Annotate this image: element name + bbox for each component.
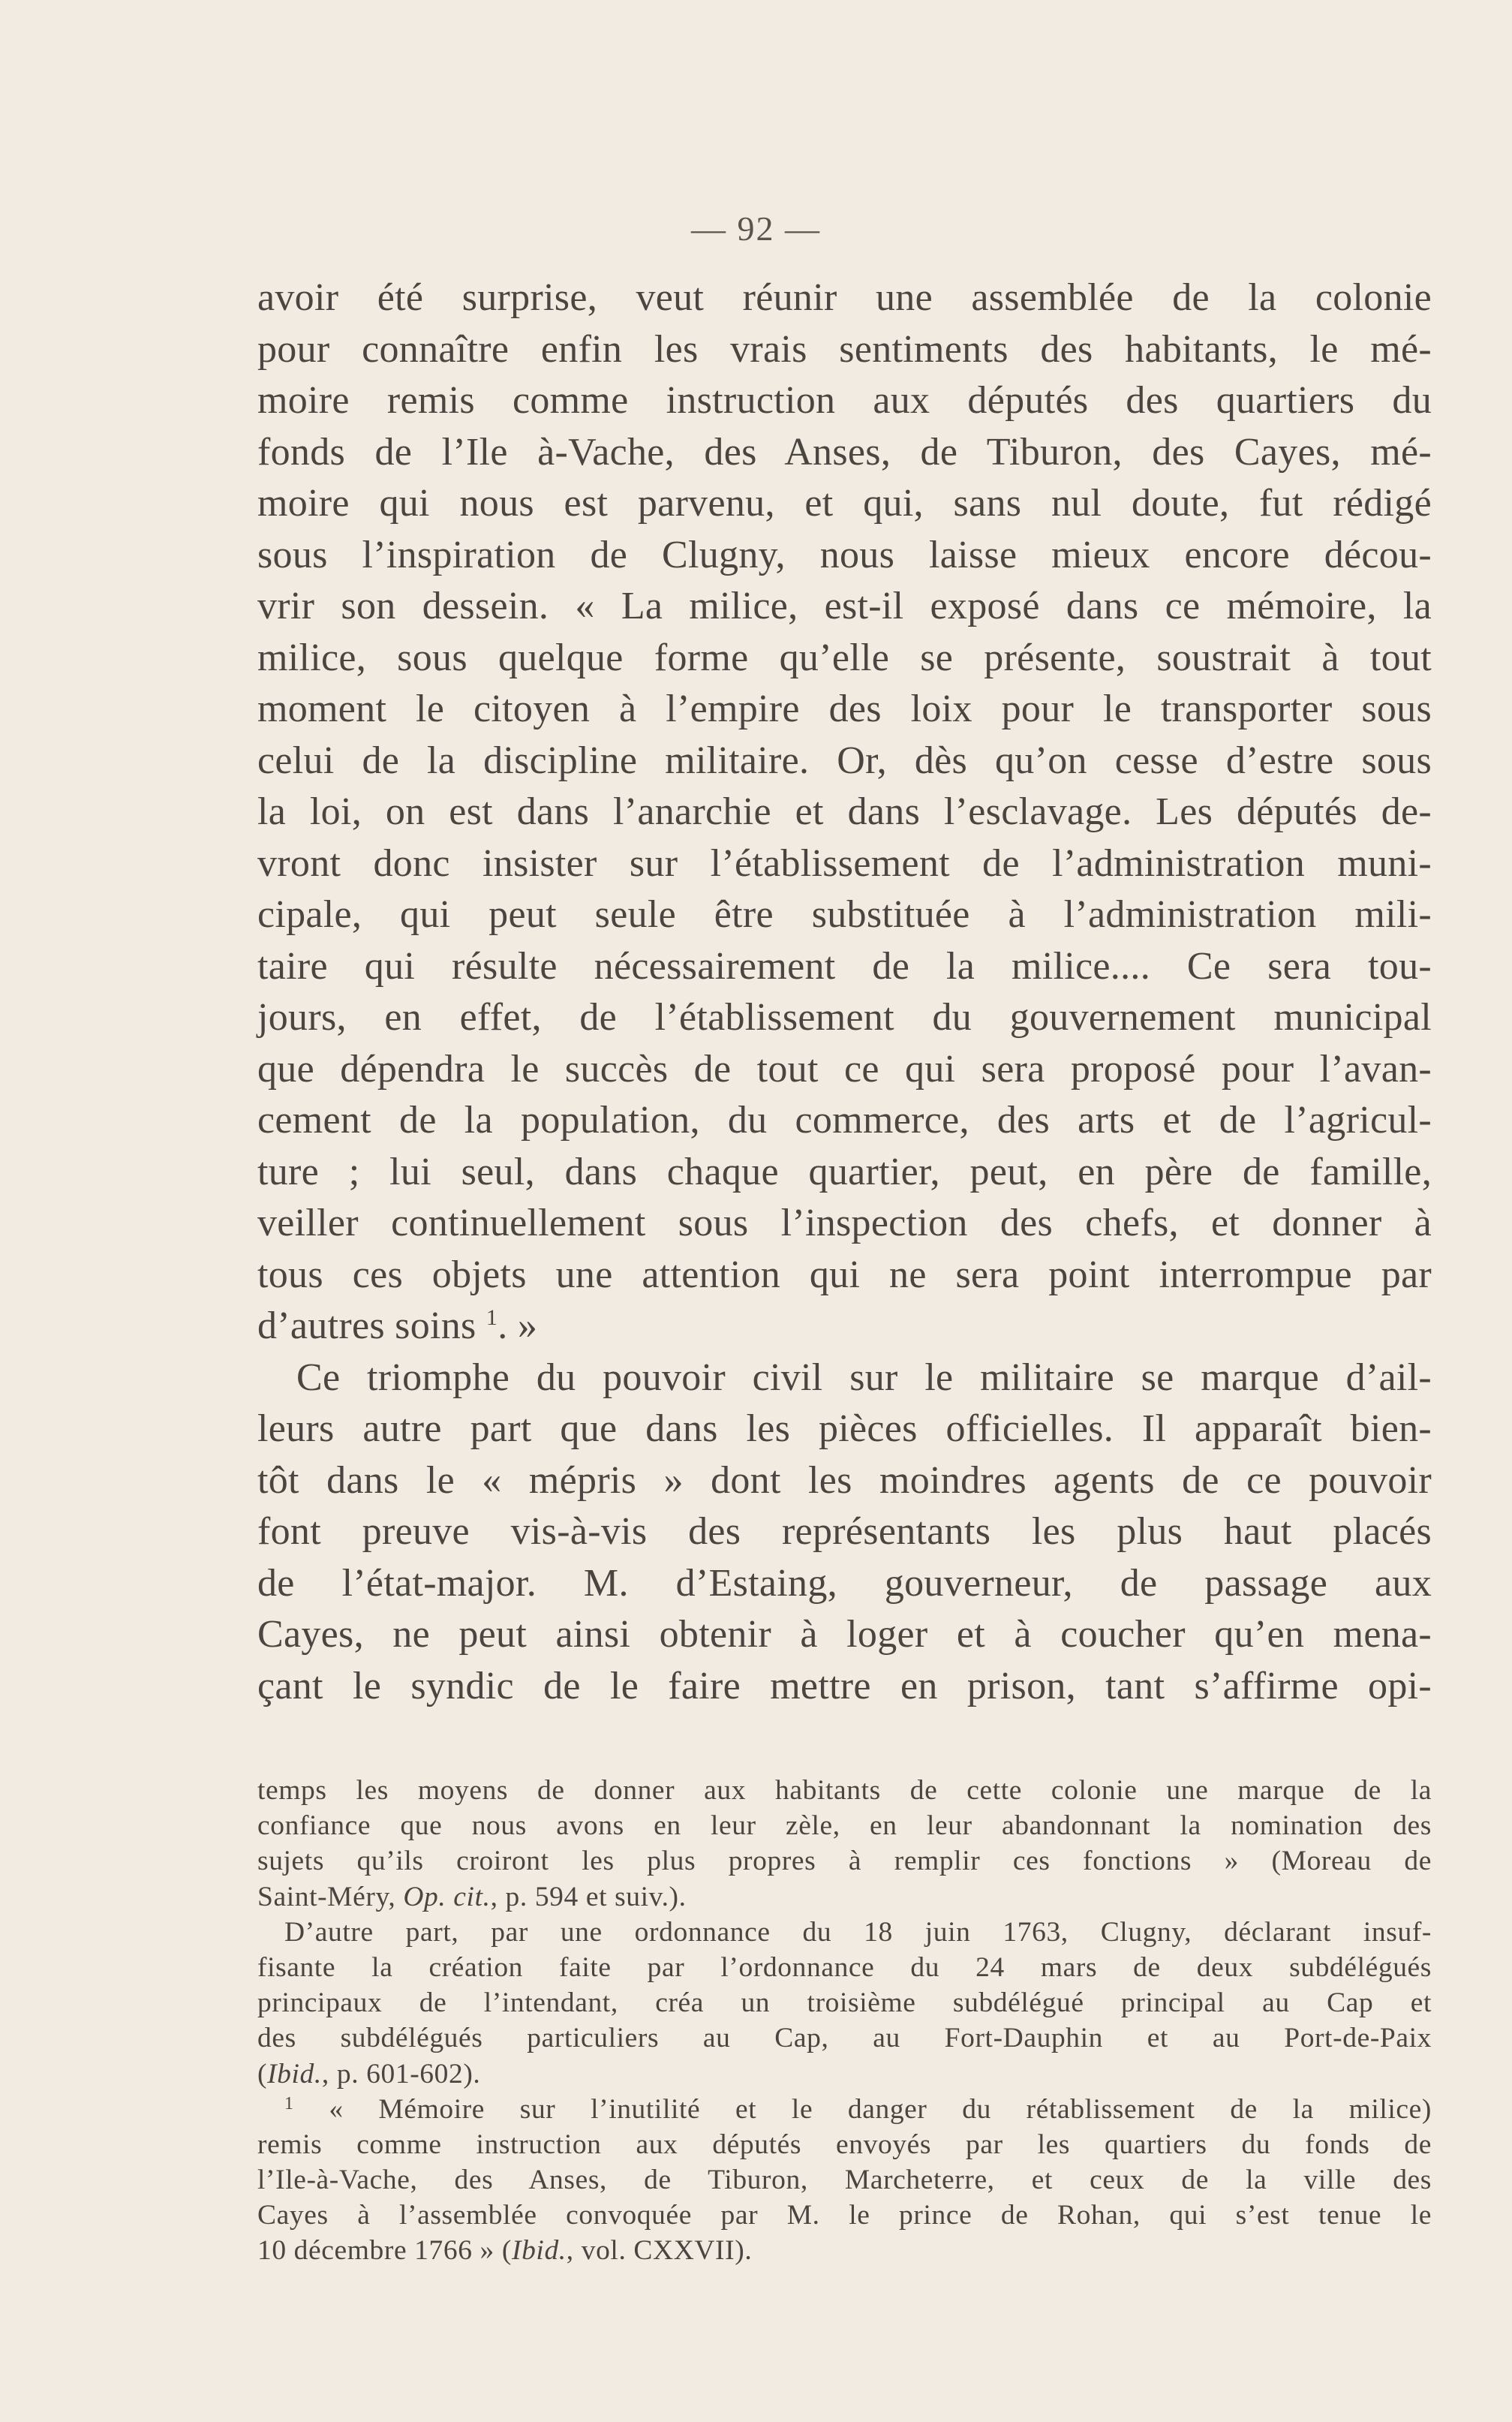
body-line: avoir été surprise, veut réunir une assemblée de la colonie	[257, 276, 1432, 319]
footnote-text: , vol. CXXVII).	[566, 2235, 753, 2267]
citation: Ibid.	[267, 2058, 322, 2090]
body-line: Cayes, ne peut ainsi obtenir à loger et à coucher qu’en mena-	[257, 1613, 1432, 1656]
footnote-line: temps les moyens de donner aux habitants de cette colonie une marque de la	[257, 1775, 1432, 1806]
footnote-text: Saint-Méry,	[257, 1881, 404, 1912]
footnote-marker: 1	[284, 2093, 294, 2114]
body-line: que dépendra le succès de tout ce qui sera proposé pour l’avan-	[257, 1047, 1432, 1091]
citation: Ibid.	[511, 2235, 567, 2267]
footnote-text: (	[257, 2058, 268, 2090]
body-line: vront donc insister sur l’établissement de l’administration muni-	[257, 841, 1432, 885]
body-line: ture ; lui seul, dans chaque quartier, peut, en père de famille,	[257, 1150, 1432, 1193]
footnote-line: principaux de l’intendant, créa un troisième subdélégué principal au Cap et	[257, 1987, 1432, 2019]
body-line: veiller continuellement sous l’inspection des chefs, et donner à	[257, 1202, 1432, 1244]
body-line: de l’état-major. M. d’Estaing, gouverneur, de passage aux	[257, 1561, 1432, 1605]
body-line: vrir son dessein. « La milice, est-il exposé dans ce mémoire, la	[257, 585, 1432, 627]
body-line: tous ces objets une attention qui ne sera point interrompue par	[257, 1253, 1432, 1296]
body-line: leurs autre part que dans les pièces officielles. Il apparaît bien-	[257, 1407, 1432, 1450]
body-line: moment le citoyen à l’empire des loix pour le transporter sous	[257, 687, 1432, 730]
footnote-line	[257, 2092, 1432, 2127]
paragraph-first-line: Ce triomphe du pouvoir civil sur le militaire se marque d’ail-	[296, 1355, 1432, 1399]
footnote-text: , p. 601-602).	[321, 2058, 481, 2090]
footnote-line: D’autre part, par une ordonnance du 18 juin 1763, Clugny, déclarant insuf-	[284, 1916, 1432, 1948]
footnote-text: , p. 594 et suiv.).	[490, 1881, 687, 1912]
body-line: moire remis comme instruction aux députés des quartiers du	[257, 379, 1432, 422]
body-line: sous l’inspiration de Clugny, nous laisse mieux encore décou-	[257, 533, 1432, 576]
footnote-line: l’Ile-à-Vache, des Anses, de Tiburon, Marcheterre, et ceux de la ville des	[257, 2165, 1432, 2196]
body-text	[257, 272, 1432, 1712]
footnotes	[257, 1773, 1432, 2269]
footnote-line: confiance que nous avons en leur zèle, en leur abandonnant la nomination des	[257, 1810, 1432, 1842]
body-line: moire qui nous est parvenu, et qui, sans nul doute, fut rédigé	[257, 482, 1432, 525]
footnote-text: « Mémoire sur l’inutilité et le danger du rétablissement de la milice)	[329, 2093, 1432, 2125]
footnote-line: fisante la création faite par l’ordonnance du 24 mars de deux subdélégués	[257, 1951, 1432, 1983]
body-line: cipale, qui peut seule être substituée à l’administration mili-	[257, 893, 1432, 936]
page-number: — 92 —	[691, 209, 821, 248]
body-line: la loi, on est dans l’anarchie et dans l’esclavage. Les députés de-	[257, 790, 1432, 833]
footnote-line: remis comme instruction aux députés envoyés par les quartiers du fonds de	[257, 2129, 1432, 2160]
body-line: çant le syndic de le faire mettre en prison, tant s’affirme opi-	[257, 1664, 1432, 1707]
body-line: pour connaître enfin les vrais sentiments des habitants, le mé-	[257, 327, 1432, 371]
body-line: fonds de l’Ile à-Vache, des Anses, de Tiburon, des Cayes, mé-	[257, 430, 1432, 474]
footnote-line: des subdélégués particuliers au Cap, au Fort-Dauphin et au Port-de-Paix	[257, 2023, 1432, 2054]
footnote-line	[257, 2056, 1432, 2092]
body-text-fragment: . »	[497, 1304, 538, 1347]
body-line	[257, 1301, 1432, 1352]
footnote-line: Cayes à l’assemblée convoquée par M. le prince de Rohan, qui s’est tenue le	[257, 2200, 1432, 2231]
footnote-text: 10 décembre 1766 » (	[257, 2235, 512, 2267]
body-line: taire qui résulte nécessairement de la milice.... Ce sera tou-	[257, 944, 1432, 988]
body-line: celui de la discipline militaire. Or, dès qu’on cesse d’estre sous	[257, 739, 1432, 782]
citation: Op. cit.	[403, 1881, 491, 1912]
footnote-line	[257, 1879, 1432, 1915]
body-line: font preuve vis-à-vis des représentants les plus haut placés	[257, 1510, 1432, 1553]
body-text-fragment: d’autres soins	[257, 1304, 476, 1347]
footnote-reference[interactable]: 1	[485, 1305, 498, 1330]
body-line: cement de la population, du commerce, des arts et de l’agricul-	[257, 1099, 1432, 1142]
body-line: tôt dans le « mépris » dont les moindres agents de ce pouvoir	[257, 1458, 1432, 1502]
body-line: milice, sous quelque forme qu’elle se présente, soustrait à tout	[257, 636, 1432, 679]
body-line: jours, en effet, de l’établissement du gouvernement municipal	[257, 996, 1432, 1039]
footnote-line: sujets qu’ils croiront les plus propres à remplir ces fonctions » (Moreau de	[257, 1846, 1432, 1877]
footnote-line	[257, 2233, 1432, 2268]
